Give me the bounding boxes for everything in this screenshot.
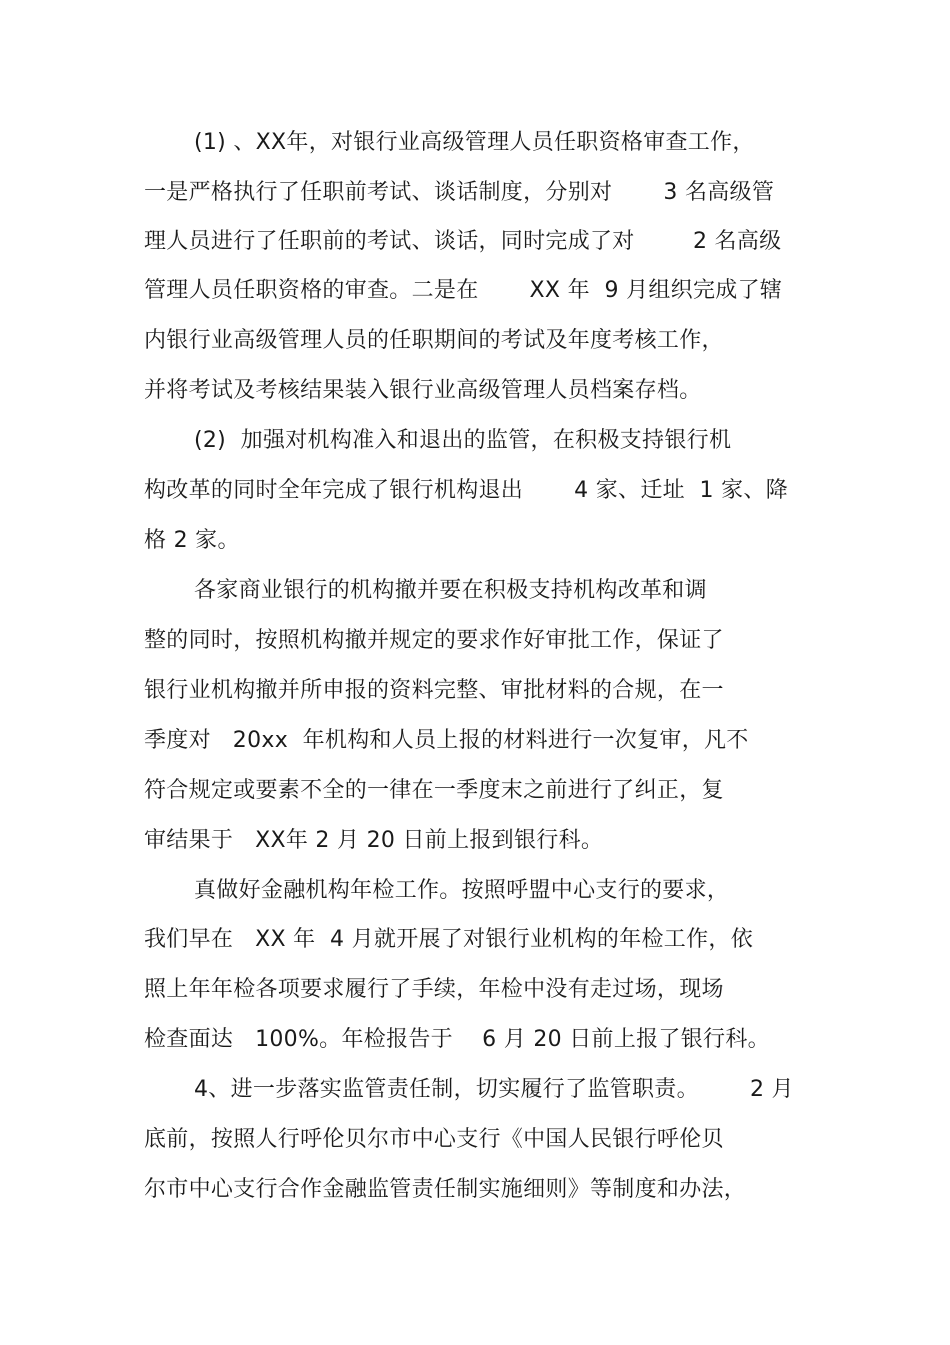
text-line: 底前，按照人行呼伦贝尔市中心支行《中国人民银行呼伦贝 [144, 1127, 724, 1152]
text-line: (1) 、XX年，对银行业高级管理人员任职资格审查工作， [194, 130, 755, 155]
text-line: 并将考试及考核结果装入银行业高级管理人员档案存档。 [144, 378, 702, 403]
text-line: 检查面达 100%。年检报告于 6 月 20 日前上报了银行科。 [144, 1027, 770, 1052]
text-line: (2) 加强对机构准入和退出的监管，在积极支持银行机 [194, 428, 732, 453]
text-line: 4、进一步落实监管责任制，切实履行了监管职责。 2 月 [194, 1077, 794, 1102]
text-line: 整的同时，按照机构撤并规定的要求作好审批工作，保证了 [144, 628, 724, 653]
text-line: 符合规定或要素不全的一律在一季度末之前进行了纠正，复 [144, 778, 724, 803]
text-line: 理人员进行了任职前的考试、谈话，同时完成了对 2 名高级 [144, 229, 782, 254]
text-line: 审结果于 XX年 2 月 20 日前上报到银行科。 [144, 828, 604, 853]
text-line: 照上年年检各项要求履行了手续，年检中没有走过场，现场 [144, 977, 724, 1002]
text-line: 银行业机构撤并所申报的资料完整、审批材料的合规，在一 [144, 678, 724, 703]
text-line: 尔市中心支行合作金融监管责任制实施细则》等制度和办法， [144, 1177, 747, 1202]
text-line: 一是严格执行了任职前考试、谈话制度，分别对 3 名高级管 [144, 180, 775, 205]
text-line: 内银行业高级管理人员的任职期间的考试及年度考核工作， [144, 328, 724, 353]
text-line: 构改革的同时全年完成了银行机构退出 4 家、迁址 1 家、降 [144, 478, 789, 503]
text-line: 管理人员任职资格的审查。二是在 XX 年 9 月组织完成了辖 [144, 278, 783, 303]
text-line: 各家商业银行的机构撤并要在积极支持机构改革和调 [194, 578, 707, 603]
text-line: 真做好金融机构年检工作。按照呼盟中心支行的要求， [194, 878, 730, 903]
text-line: 我们早在 XX 年 4 月就开展了对银行业机构的年检工作，依 [144, 927, 753, 952]
text-line: 季度对 20xx 年机构和人员上报的材料进行一次复审，凡不 [144, 728, 749, 753]
text-line: 格 2 家。 [144, 528, 240, 553]
